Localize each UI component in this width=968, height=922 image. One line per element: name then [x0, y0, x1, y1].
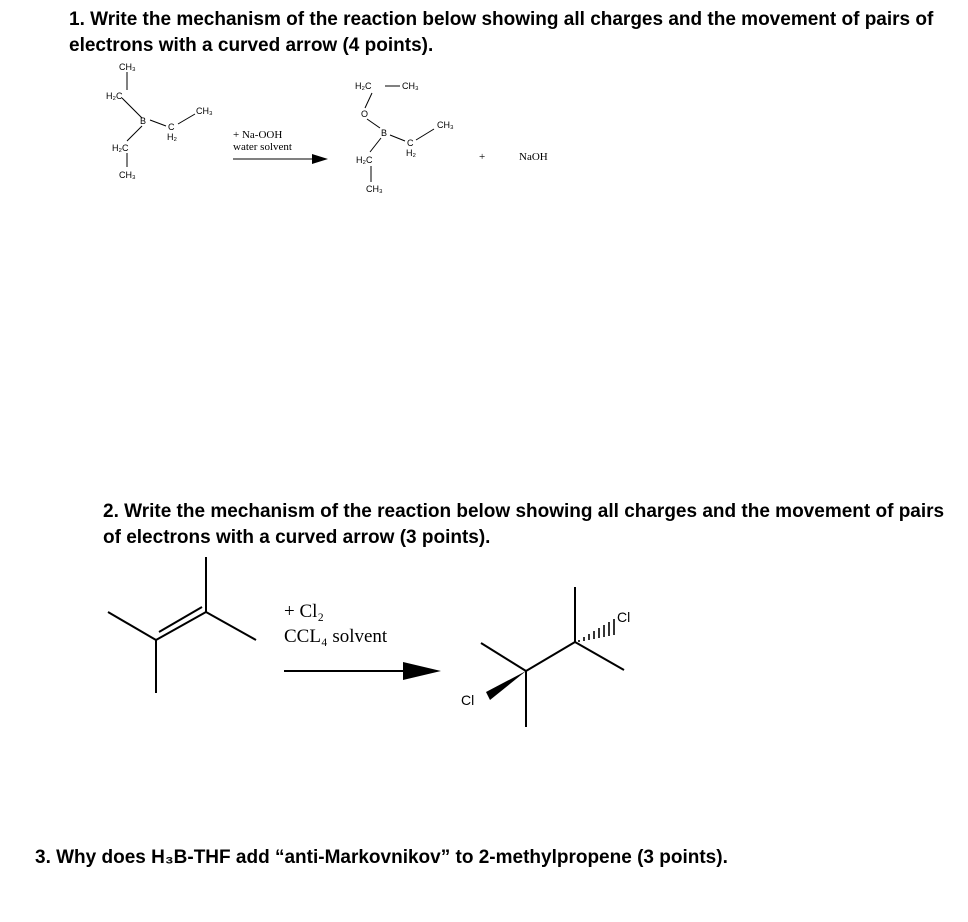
- r1-reactant-ch3-right: CH₃: [196, 106, 213, 116]
- reaction2-reactant: [108, 557, 256, 693]
- r1-product-ch3-bottom: CH₃: [366, 184, 383, 194]
- question-2: 2. Write the mechanism of the reaction below showing all charges and the movement of pairs of electrons with a curved arrow (3 points).: [103, 501, 945, 548]
- wedge-bond: [486, 671, 526, 700]
- r1-reactant-h2c-lower: H₂C: [112, 143, 129, 153]
- r1-reactant-ch3-top: CH₃: [119, 62, 136, 72]
- r1-product-c: C: [407, 138, 414, 148]
- r1-reactant-boron: B: [140, 116, 147, 126]
- r1-reaction-arrow: [233, 154, 328, 164]
- r1-product-h2: H₂: [406, 148, 416, 158]
- question-3: 3. Why does H₃B-THF add “anti-Markovnikov” to 2-methylpropene (3 points).: [35, 847, 728, 868]
- reaction1-reactant: [122, 72, 195, 167]
- r1-product-ch3-right: CH₃: [437, 120, 454, 130]
- r1-reagent-line2: water solvent: [233, 141, 292, 153]
- hashed-bond: [579, 619, 614, 642]
- r2-reagent-line2: CCL₄ solvent: [284, 626, 388, 647]
- r2-reaction-arrow: [284, 662, 441, 680]
- r1-plus-sign: +: [479, 151, 486, 163]
- r1-product-ch3-top: CH₃: [402, 81, 419, 91]
- r2-reagent-line1: + Cl₂: [284, 601, 325, 622]
- r1-reactant-c: C: [168, 122, 175, 132]
- r2-product-cl-right: Cl: [617, 609, 631, 625]
- r1-byproduct-naoh: NaOH: [519, 151, 548, 163]
- r1-reactant-h2: H₂: [167, 132, 177, 142]
- question-1: 1. Write the mechanism of the reaction below showing all charges and the movement of pairs of electrons with a curved arrow (4 points).: [69, 9, 934, 56]
- r1-product-h2c-lower: H₂C: [356, 155, 373, 165]
- r1-reactant-h2c-upper: H₂C: [106, 91, 123, 101]
- r1-reactant-ch3-bottom: CH₃: [119, 170, 136, 180]
- r1-product-oxygen: O: [361, 109, 369, 119]
- r1-reagent-line1: + Na-OOH: [233, 129, 283, 141]
- reaction2-product: [481, 587, 624, 727]
- r1-product-h2c-top: H₂C: [355, 81, 372, 91]
- reaction1-product: [365, 86, 434, 182]
- r2-product-cl-left: Cl: [461, 692, 475, 708]
- r1-product-boron: B: [381, 128, 388, 138]
